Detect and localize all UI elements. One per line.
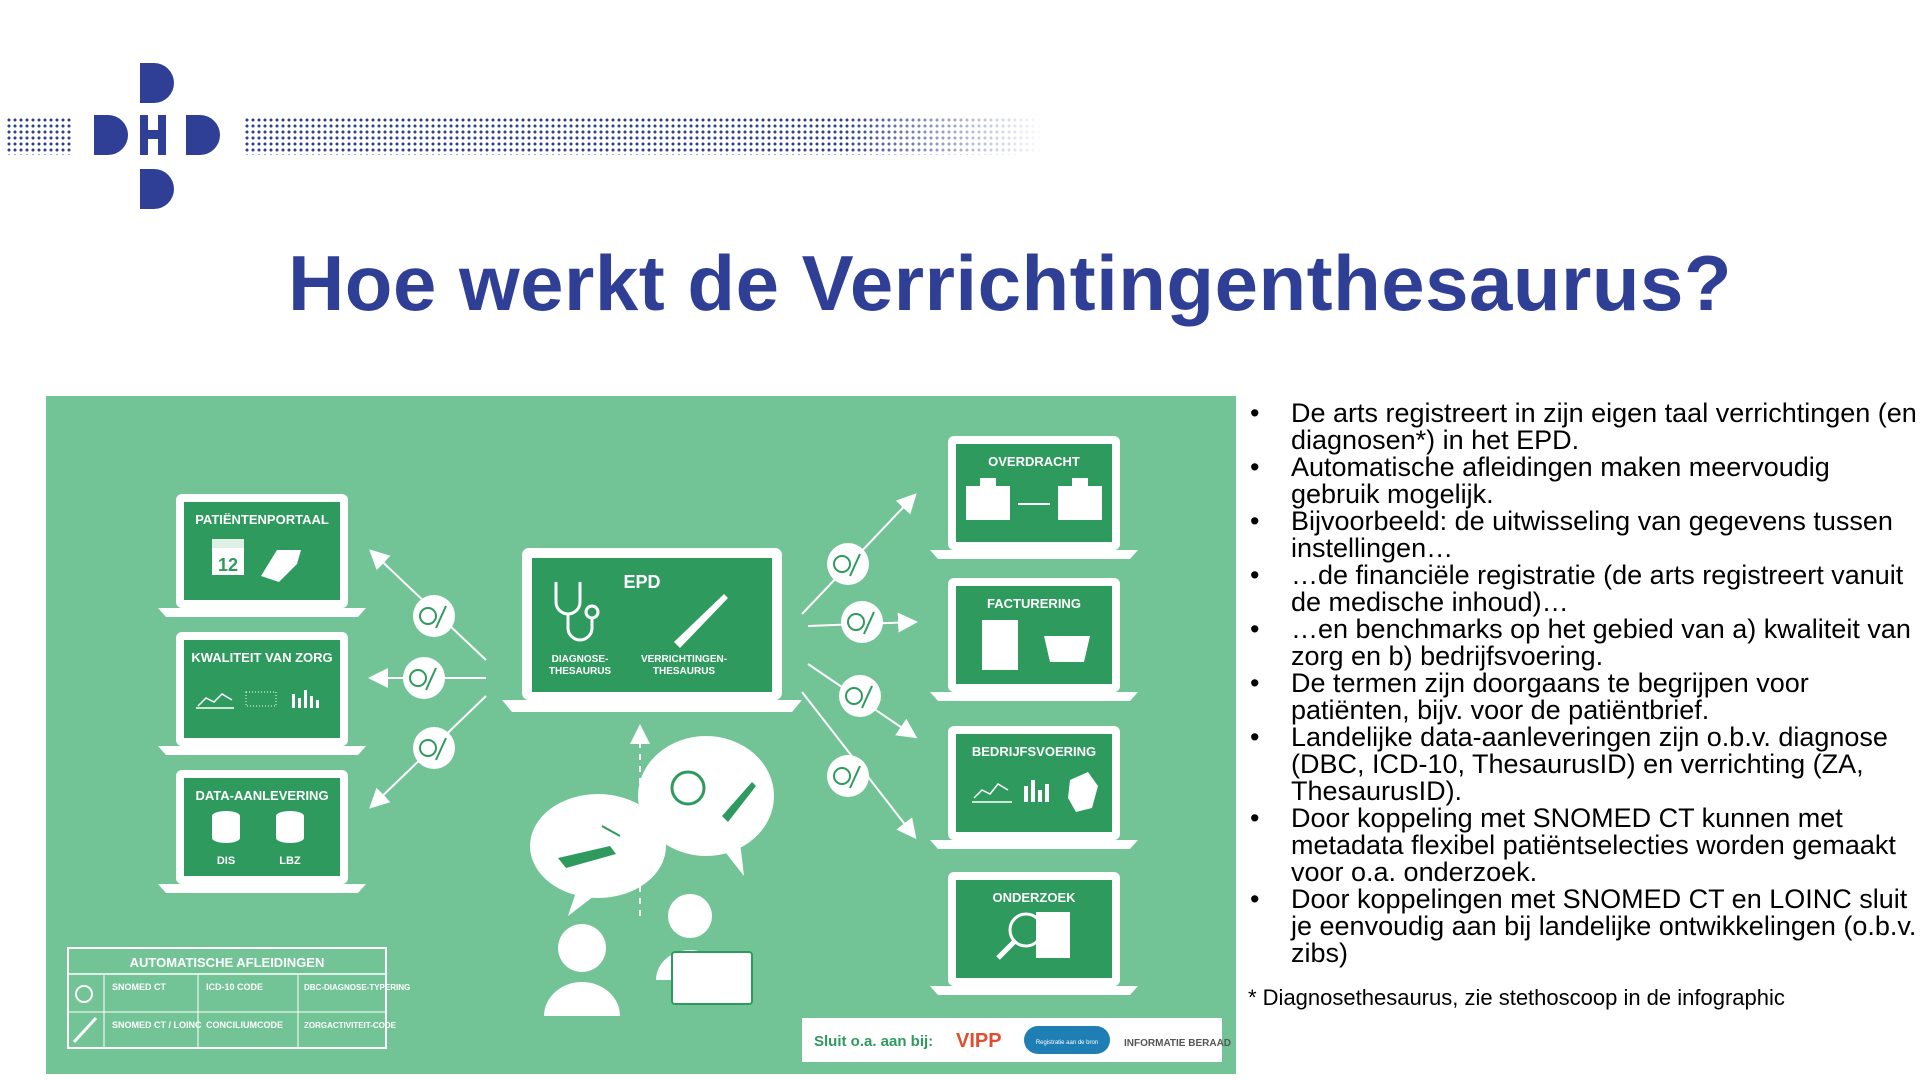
doctor-icon xyxy=(656,894,752,1004)
database-icon-lbz xyxy=(276,811,304,843)
laptop-epd xyxy=(502,548,802,712)
infographic-canvas xyxy=(46,396,1236,1074)
bullet-list-container xyxy=(1248,400,1920,967)
epd-label: EPD xyxy=(623,572,661,592)
basket-icon xyxy=(1044,636,1090,662)
laptop-label-kwaliteit: KWALITEIT VAN ZORG xyxy=(191,650,333,665)
list-item: • Landelijke data-aanleveringen zijn o.b.v. diagnose (DBC, ICD-10, ThesaurusID) en verrichting (ZA, ThesaurusID). xyxy=(1248,724,1920,805)
registratie-logo-text: Registratie aan de bron xyxy=(1035,1040,1099,1046)
legend-cell-snomed-loinc: SNOMED CT / LOINC xyxy=(112,1020,202,1030)
logo-d-bottom xyxy=(140,169,174,209)
legend-cell-dbc: DBC-DIAGNOSE-TYPERING xyxy=(304,983,411,992)
logo-h xyxy=(140,115,166,155)
slide-title: Hoe werkt de Verrichtingenthesaurus? xyxy=(287,239,1733,327)
stethoscope-badge-right-2 xyxy=(841,601,883,643)
dhd-logo xyxy=(0,55,1060,215)
legend-title: AUTOMATISCHE AFLEIDINGEN xyxy=(129,955,325,970)
db-label-lbz: LBZ xyxy=(279,855,301,867)
list-item: • De termen zijn doorgaans te begrijpen voor patiënten, bijv. voor de patiëntbrief. xyxy=(1248,670,1920,724)
list-item: • Door koppeling met SNOMED CT kunnen met metadata flexibel patiëntselecties worden gemaakt voor o.a. onderzoek. xyxy=(1248,805,1920,886)
laptop-overdracht xyxy=(930,436,1138,559)
list-item: • Bijvoorbeeld: de uitwisseling van gegevens tussen instellingen… xyxy=(1248,508,1920,562)
infographic xyxy=(46,396,1236,1074)
list-item: • Automatische afleidingen maken meervoudig gebruik mogelijk. xyxy=(1248,454,1920,508)
stethoscope-badge-right-4 xyxy=(827,755,869,797)
legend-automatische-afleidingen xyxy=(68,948,410,1048)
legend-cell-conciliumcode: CONCILIUMCODE xyxy=(206,1020,283,1030)
laptop-bedrijfsvoering xyxy=(930,726,1138,849)
patient-icon xyxy=(544,924,620,1016)
list-item: • Door koppelingen met SNOMED CT en LOINC sluit je eenvoudig aan bij landelijke ontwikkelingen (o.b.v. zibs) xyxy=(1248,886,1920,967)
laptop-label-facturering: FACTURERING xyxy=(987,596,1081,611)
footnote: * Diagnosethesaurus, zie stethoscoop in de infographic xyxy=(1248,985,1785,1010)
verrichtingen-thesaurus-label-1: VERRICHTINGEN- xyxy=(640,654,728,665)
stethoscope-badge-left-3 xyxy=(413,727,455,769)
logo-d-right xyxy=(186,115,220,155)
laptop-label-patientenportaal: PATIËNTENPORTAAL xyxy=(195,512,329,527)
partners-label: Sluit o.a. aan bij: xyxy=(814,1033,934,1050)
logo-d-left xyxy=(94,115,128,155)
laptop-label-bedrijfsvoering: BEDRIJFSVOERING xyxy=(971,744,1097,759)
stethoscope-badge-right-3 xyxy=(839,675,881,717)
laptop-onderzoek xyxy=(930,872,1138,995)
logo-d-top xyxy=(140,63,174,103)
laptop-label-data-aanlevering: DATA-AANLEVERING xyxy=(195,788,329,803)
informatieberaad-logo: INFORMATIE BERAAD xyxy=(1124,1038,1232,1049)
partners-strip xyxy=(802,1018,1231,1062)
laptop-label-onderzoek: ONDERZOEK xyxy=(992,890,1076,905)
legend-scalpel-icon xyxy=(74,1018,96,1042)
laptop-patientenportaal xyxy=(158,494,366,617)
stethoscope-badge-right-1 xyxy=(827,543,869,585)
legend-cell-snomed: SNOMED CT xyxy=(112,982,166,992)
verrichtingen-thesaurus-label-2: THESAURUS xyxy=(652,666,716,677)
calendar-icon xyxy=(212,539,244,575)
legend-cell-zorgactiviteit: ZORGACTIVITEIT-CODE xyxy=(304,1021,396,1030)
db-label-dis: DIS xyxy=(216,855,236,867)
bullet-list xyxy=(1248,400,1920,967)
legend-stethoscope-icon xyxy=(76,986,92,1002)
diagnose-thesaurus-label-2: THESAURUS xyxy=(548,666,612,677)
calendar-day: 12 xyxy=(217,555,239,575)
invoice-icon xyxy=(982,620,1018,670)
database-icon-dis xyxy=(212,811,240,843)
legend-cell-icd10: ICD-10 CODE xyxy=(206,982,264,992)
vipp-logo: VIPP xyxy=(956,1030,1002,1052)
list-item: • De arts registreert in zijn eigen taal verrichtingen (en diagnosen*) in het EPD. xyxy=(1248,400,1920,454)
laptop-kwaliteit-van-zorg xyxy=(158,632,366,755)
list-item: • …en benchmarks op het gebied van a) kwaliteit van zorg en b) bedrijfsvoering. xyxy=(1248,616,1920,670)
laptop-label-overdracht: OVERDRACHT xyxy=(988,454,1080,469)
laptop-facturering xyxy=(930,578,1138,701)
stethoscope-badge-left-1 xyxy=(413,595,455,637)
list-item: • …de financiële registratie (de arts registreert vanuit de medische inhoud)… xyxy=(1248,562,1920,616)
logo-dot-pattern-right xyxy=(244,117,1044,155)
dhd-logo-mark xyxy=(80,55,320,215)
stethoscope-badge-left-2 xyxy=(403,657,445,699)
laptop-data-aanlevering xyxy=(158,770,366,893)
diagnose-thesaurus-label-1: DIAGNOSE- xyxy=(551,654,609,665)
logo-dot-pattern-left xyxy=(6,117,72,155)
